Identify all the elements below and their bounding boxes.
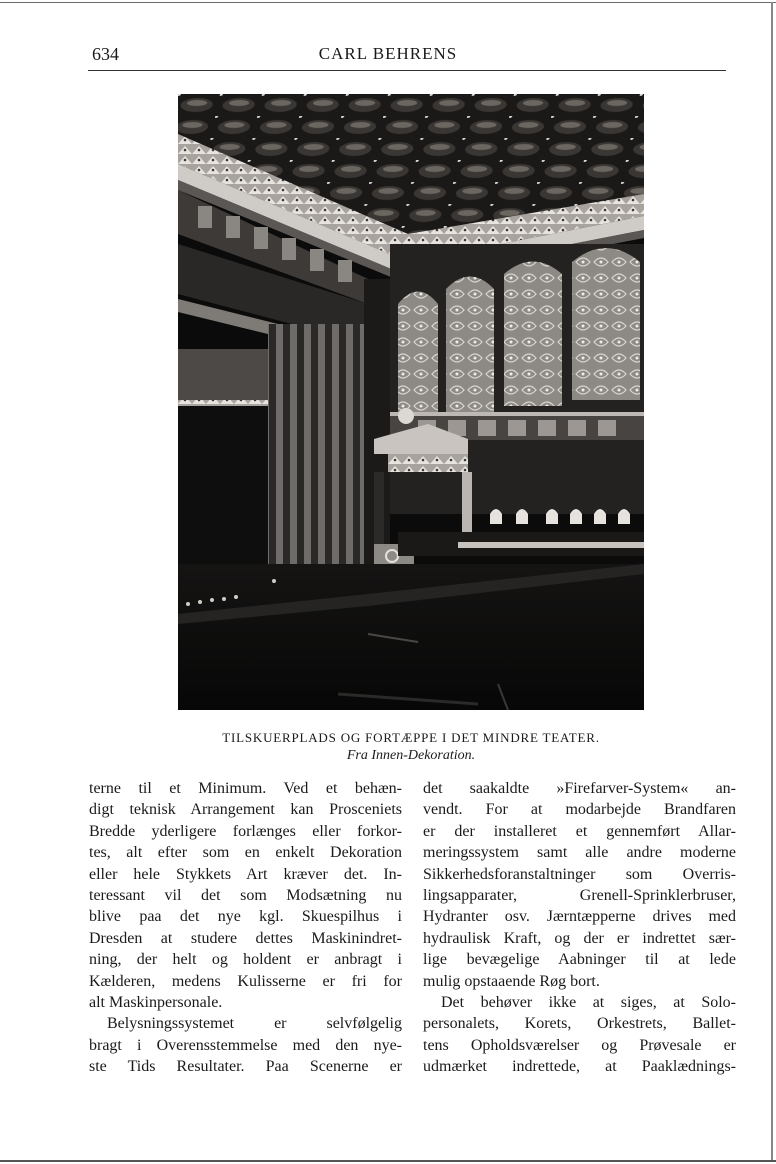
- text-line: tes, alt efter som en enkelt Dekoration: [89, 844, 402, 862]
- text-line: digt teknisk Arrangement kan Prosceniets: [89, 801, 402, 819]
- page-top-edge: [0, 2, 776, 3]
- text-line: vendt. For at modarbejde Brandfaren: [423, 801, 736, 819]
- text-line: bragt i Overensstemmelse med den nye-: [89, 1036, 402, 1054]
- text-line: Kælderen, medens Kulisserne er fri for: [89, 972, 402, 990]
- text-line: ning, der helt og holdent er anbragt i: [89, 951, 402, 969]
- body-column-left: [89, 778, 402, 1077]
- text-line: blive paa det nye kgl. Skuespilhus i: [89, 908, 402, 926]
- figure-caption-credit: Fra Innen-Dekoration.: [346, 748, 476, 763]
- text-line: er der installeret et gennemført Allar-: [423, 822, 736, 840]
- page-bottom-edge: [0, 1160, 776, 1162]
- text-line: udmærket indrettede, at Paaklædnings-: [423, 1058, 736, 1076]
- text-line: Det behøver ikke at siges, at Solo-: [441, 993, 736, 1011]
- text-line: lige bevægelige Aabninger til at lede: [423, 951, 736, 969]
- text-line: lingsapparater, Grenell-Sprinklerbruser,: [423, 886, 736, 904]
- text-line: ste Tids Resultater. Paa Scenerne er: [89, 1058, 402, 1076]
- text-line: terne til et Minimum. Ved et behæn-: [89, 780, 402, 797]
- text-line: teressant vil det som Modsætning nu: [89, 886, 402, 904]
- text-line: Bredde yderligere forlænges eller forkor-: [89, 822, 402, 840]
- text-line: Belysningssystemet er selvfølgelig: [107, 1015, 402, 1033]
- text-line: eller hele Stykkets Art kræver det. In-: [89, 865, 402, 883]
- text-line: Sikkerhedsforanstaltninger som Overris-: [423, 865, 736, 883]
- text-line: Hydranter osv. Jærntæpperne drives med: [423, 908, 736, 926]
- text-line: Dresden at studere dettes Maskinindret-: [89, 929, 402, 947]
- text-line: alt Maskinpersonale.: [89, 993, 223, 1011]
- figure-caption-title: TILSKUERPLADS OG FORTÆPPE I DET MINDRE TEATER.: [222, 730, 600, 745]
- text-line: meringssystem samt alle andre moderne: [423, 844, 736, 862]
- text-line: tens Opholdsværelser og Prøvesale er: [423, 1036, 736, 1054]
- theatre-interior-photo: [178, 94, 644, 710]
- page-right-edge: [771, 2, 773, 1162]
- header-divider: [88, 70, 726, 71]
- text-line: mulig opstaaende Røg bort.: [423, 972, 600, 990]
- running-head: CARL BEHRENS: [318, 44, 458, 63]
- text-line: personalets, Korets, Orkestrets, Ballet-: [423, 1015, 736, 1033]
- body-column-right: [423, 778, 736, 1077]
- text-line: det saakaldte »Firefarver-System« an-: [423, 780, 736, 797]
- page-number: 634: [92, 44, 119, 64]
- text-line: hydraulisk Kraft, og der er indrettet sær-: [423, 929, 736, 947]
